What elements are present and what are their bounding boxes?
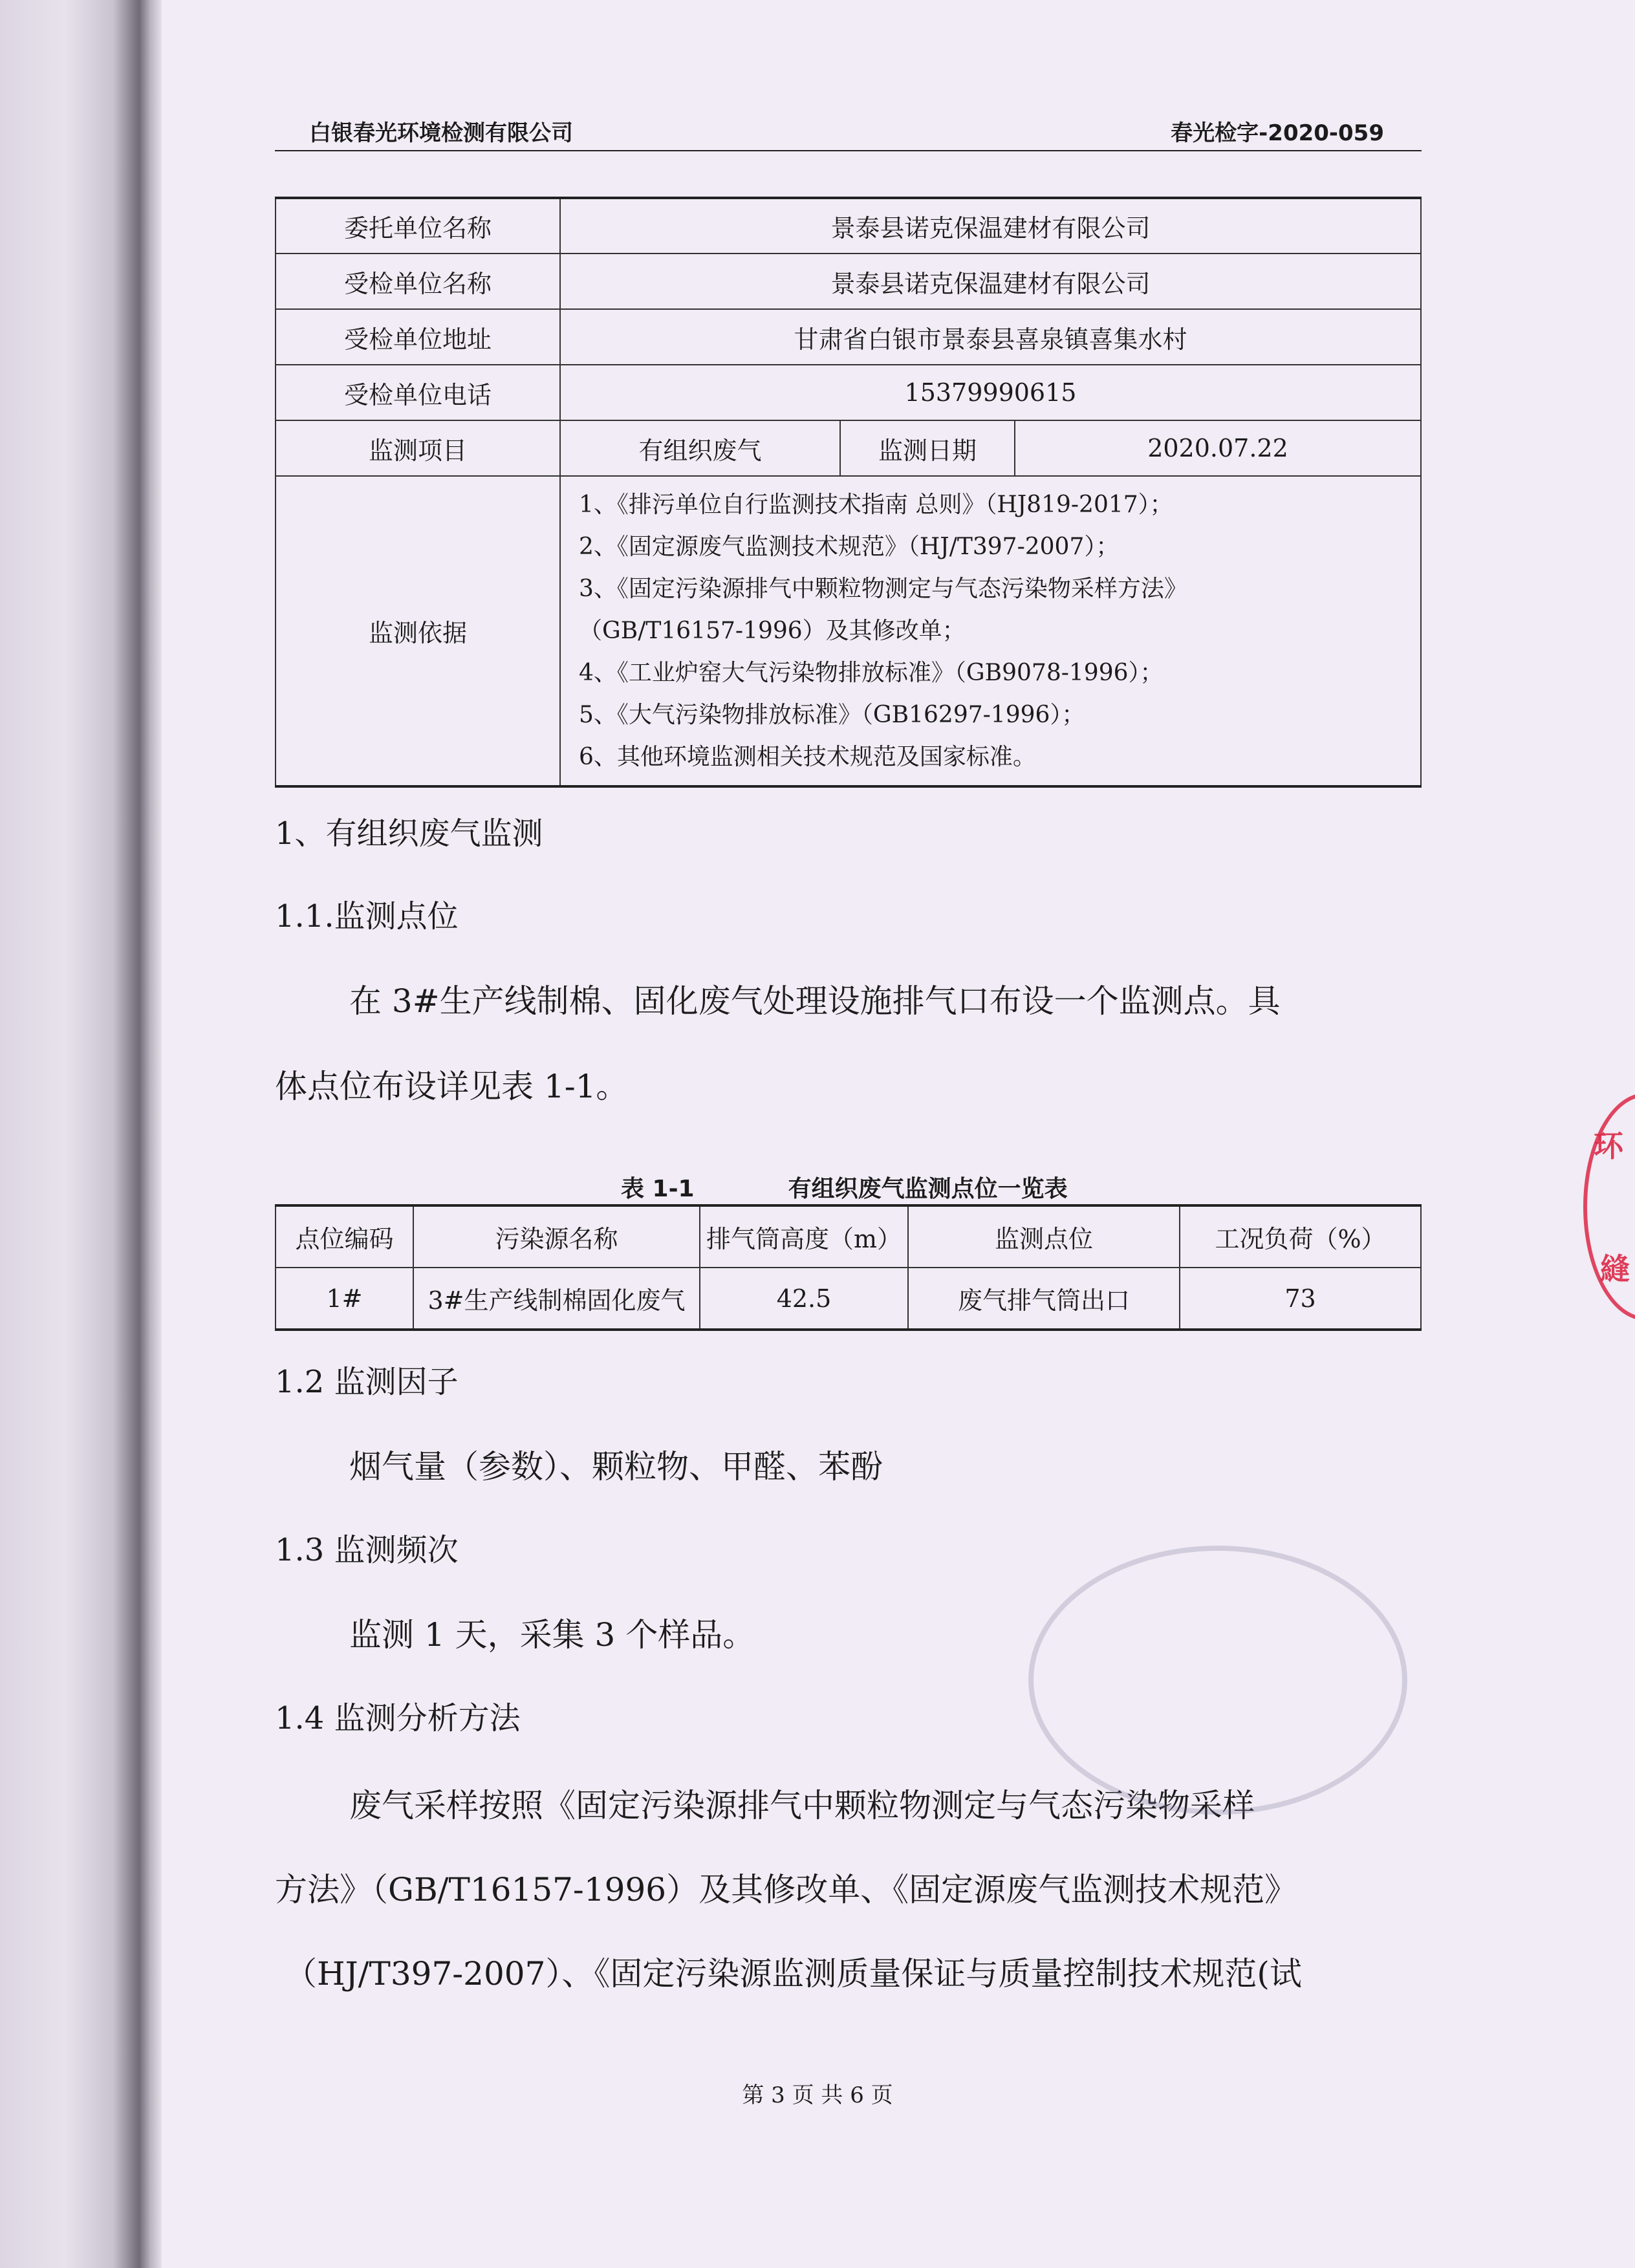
table-cell: 3#生产线制棉固化废气 — [413, 1268, 700, 1330]
seam-stamp — [1583, 1093, 1635, 1321]
monitor-date-value: 2020.07.22 — [1015, 420, 1421, 476]
monitor-item-label: 监测项目 — [276, 420, 560, 476]
faded-seal — [1028, 1546, 1407, 1815]
phone-value: 15379990615 — [560, 365, 1421, 420]
client-value: 景泰县诺克保温建材有限公司 — [560, 198, 1421, 254]
table-cell: 42.5 — [700, 1268, 908, 1330]
basis-item: 1、《排污单位自行监测技术指南 总则》（HJ819-2017）； — [579, 491, 1173, 518]
monitor-date-label: 监测日期 — [840, 420, 1015, 476]
basis-item: 2、《固定源废气监测技术规范》（HJ/T397-2007）； — [579, 534, 1120, 560]
info-table — [275, 197, 1422, 788]
section-1-4-text-line2: 方法》（GB/T16157-1996）及其修改单、《固定源废气监测技术规范》 — [275, 1871, 1297, 1908]
inspected-unit-value: 景泰县诺克保温建材有限公司 — [560, 254, 1421, 309]
header-report-number: 春光检字-2020-059 — [1171, 120, 1384, 146]
table-row — [276, 1268, 1421, 1330]
table-caption-title: 有组织废气监测点位一览表 — [788, 1176, 1068, 1202]
section-1-4-text-line3: （HJ/T397-2007）、《固定污染源监测质量保证与质量控制技术规范(试 — [285, 1955, 1302, 1993]
basis-item: 6、其他环境监测相关技术规范及国家标准。 — [579, 744, 1036, 770]
table-1-1-caption — [621, 1171, 1068, 1204]
table-1-1 — [275, 1204, 1422, 1331]
table-cell: 1# — [276, 1268, 413, 1330]
basis-item: 5、《大气污染物排放标准》（GB16297-1996）； — [579, 702, 1085, 728]
inspected-unit-label: 受检单位名称 — [276, 254, 560, 309]
table-header-cell: 污染源名称 — [413, 1205, 700, 1268]
table-header-cell: 监测点位 — [908, 1205, 1180, 1268]
header-company: 白银春光环境检测有限公司 — [309, 120, 573, 146]
section-1-1-text-line1: 在 3#生产线制棉、固化废气处理设施排气口布设一个监测点。具 — [349, 982, 1281, 1020]
section-1-1-title: 1.1.监测点位 — [275, 898, 459, 934]
section-1-title: 1、有组织废气监测 — [275, 815, 543, 852]
page-footer: 第 3 页 共 6 页 — [742, 2082, 893, 2108]
basis-item: （GB/T16157-1996）及其修改单； — [579, 618, 966, 644]
basis-label: 监测依据 — [276, 476, 560, 786]
section-1-4-text-line1: 废气采样按照《固定污染源排气中颗粒物测定与气态污染物采样 — [349, 1787, 1255, 1824]
basis-item: 4、《工业炉窑大气污染物排放标准》（GB9078-1996）； — [579, 660, 1164, 686]
section-1-2-text: 烟气量（参数）、颗粒物、甲醛、苯酚 — [349, 1448, 883, 1485]
table-header-cell: 点位编码 — [276, 1205, 413, 1268]
section-1-3-title: 1.3 监测频次 — [275, 1532, 459, 1568]
table-header-cell: 排气筒高度（m） — [700, 1205, 908, 1268]
address-value: 甘肃省白银市景泰县喜泉镇喜集水村 — [560, 309, 1421, 365]
basis-list — [560, 476, 1421, 786]
address-label: 受检单位地址 — [276, 309, 560, 365]
table-cell: 废气排气筒出口 — [908, 1268, 1180, 1330]
section-1-2-title: 1.2 监测因子 — [275, 1364, 459, 1400]
monitor-item-value: 有组织废气 — [560, 420, 840, 476]
table-header-cell: 工况负荷（%） — [1180, 1205, 1421, 1268]
stamp-char: 环 — [1594, 1129, 1623, 1163]
stamp-char: 縫 — [1600, 1251, 1630, 1286]
table-caption-number: 表 1-1 — [621, 1176, 695, 1202]
table-cell: 73 — [1180, 1268, 1421, 1330]
basis-item: 3、《固定污染源排气中颗粒物测定与气态污染物采样方法》 — [579, 576, 1187, 602]
section-1-1-text-line2: 体点位布设详见表 1-1。 — [275, 1068, 629, 1105]
client-label: 委托单位名称 — [276, 198, 560, 254]
phone-label: 受检单位电话 — [276, 365, 560, 420]
header-divider — [275, 150, 1422, 151]
section-1-3-text: 监测 1 天，采集 3 个样品。 — [349, 1616, 755, 1654]
section-1-4-title: 1.4 监测分析方法 — [275, 1700, 521, 1736]
